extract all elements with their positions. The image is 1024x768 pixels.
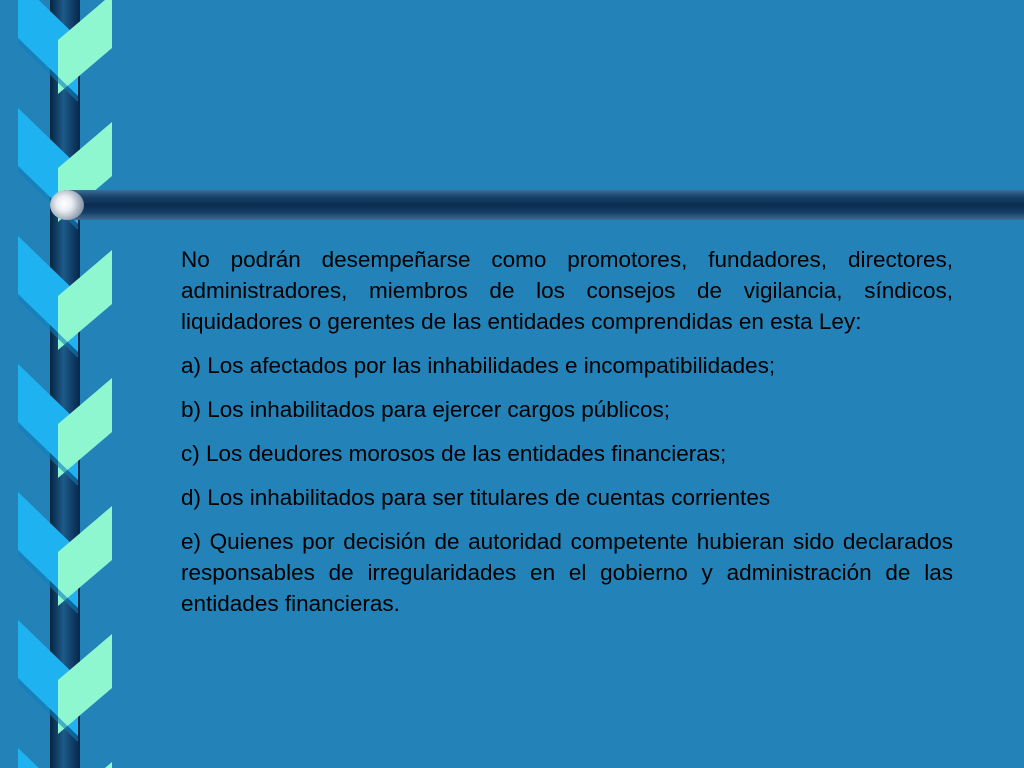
list-item-d: d) Los inhabilitados para ser titulares de cuentas corrientes xyxy=(181,485,771,510)
list-item-b: b) Los inhabilitados para ejercer cargos públicos; xyxy=(181,397,671,422)
list-item-c: c) Los deudores morosos de las entidades financieras; xyxy=(181,441,727,466)
list-item-a: a) Los afectados por las inhabilidades e incompatibilidades; xyxy=(181,353,776,378)
slide-content xyxy=(181,244,953,632)
list-item-e: e) Quienes por decisión de autoridad competente hubieran sido declarados responsables de irregularidades en el gobierno y administración de las entidades financieras. xyxy=(181,529,953,616)
horizontal-rule-bar xyxy=(64,190,1024,220)
decorative-ribbon-border xyxy=(0,0,120,768)
rule-knob-icon xyxy=(50,190,84,220)
intro-paragraph: No podrán desempeñarse como promotores, fundadores, directores, administradores, miembros de los consejos de vigilancia, síndicos, liquidadores o gerentes de las entidades comprendidas en esta Ley: xyxy=(181,247,953,334)
